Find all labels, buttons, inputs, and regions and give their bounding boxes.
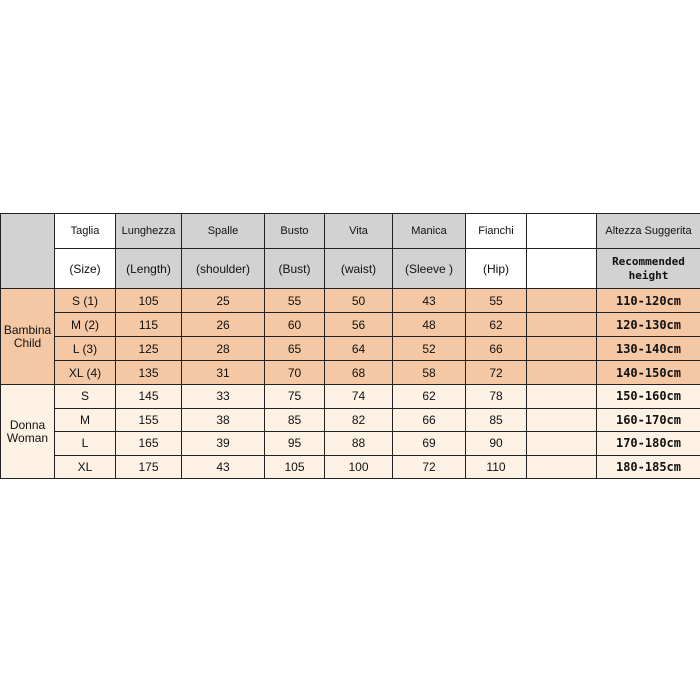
value-cell: 38 bbox=[182, 408, 265, 432]
table-row bbox=[1, 313, 700, 337]
value-cell: 60 bbox=[265, 313, 325, 337]
size-chart-table bbox=[0, 213, 700, 479]
header-cell: Recommended height bbox=[597, 249, 700, 289]
empty-cell bbox=[527, 432, 597, 456]
value-cell: 66 bbox=[393, 408, 466, 432]
value-cell: 125 bbox=[116, 337, 182, 361]
group-label-child: Bambina Child bbox=[1, 289, 55, 385]
corner-cell bbox=[1, 214, 55, 289]
value-cell: 58 bbox=[393, 361, 466, 385]
height-cell: 170-180cm bbox=[597, 432, 700, 456]
value-cell: 50 bbox=[325, 289, 393, 313]
value-cell: 85 bbox=[265, 408, 325, 432]
value-cell: 55 bbox=[265, 289, 325, 313]
value-cell: 52 bbox=[393, 337, 466, 361]
value-cell: 70 bbox=[265, 361, 325, 385]
table-row bbox=[1, 337, 700, 361]
header-cell: (Bust) bbox=[265, 249, 325, 289]
empty-cell bbox=[527, 361, 597, 385]
value-cell: 28 bbox=[182, 337, 265, 361]
value-cell: 31 bbox=[182, 361, 265, 385]
value-cell: 110 bbox=[466, 455, 527, 479]
value-cell: 68 bbox=[325, 361, 393, 385]
value-cell: 85 bbox=[466, 408, 527, 432]
value-cell: 56 bbox=[325, 313, 393, 337]
empty-cell bbox=[527, 385, 597, 409]
height-cell: 110-120cm bbox=[597, 289, 700, 313]
empty-cell bbox=[527, 408, 597, 432]
empty-cell bbox=[527, 455, 597, 479]
header-row-english bbox=[1, 249, 700, 289]
height-cell: 120-130cm bbox=[597, 313, 700, 337]
value-cell: 69 bbox=[393, 432, 466, 456]
value-cell: 62 bbox=[393, 385, 466, 409]
value-cell: 165 bbox=[116, 432, 182, 456]
header-cell: (Length) bbox=[116, 249, 182, 289]
value-cell: 78 bbox=[466, 385, 527, 409]
table-row bbox=[1, 361, 700, 385]
header-cell bbox=[527, 214, 597, 249]
header-cell: Taglia bbox=[55, 214, 116, 249]
value-cell: 90 bbox=[466, 432, 527, 456]
size-cell: L bbox=[55, 432, 116, 456]
header-cell: Busto bbox=[265, 214, 325, 249]
value-cell: 74 bbox=[325, 385, 393, 409]
height-cell: 130-140cm bbox=[597, 337, 700, 361]
header-row-italian bbox=[1, 214, 700, 249]
table-row bbox=[1, 432, 700, 456]
header-cell: (Size) bbox=[55, 249, 116, 289]
size-cell: L (3) bbox=[55, 337, 116, 361]
value-cell: 100 bbox=[325, 455, 393, 479]
header-cell: Manica bbox=[393, 214, 466, 249]
value-cell: 95 bbox=[265, 432, 325, 456]
value-cell: 105 bbox=[116, 289, 182, 313]
size-cell: XL (4) bbox=[55, 361, 116, 385]
size-cell: S bbox=[55, 385, 116, 409]
value-cell: 25 bbox=[182, 289, 265, 313]
value-cell: 145 bbox=[116, 385, 182, 409]
value-cell: 155 bbox=[116, 408, 182, 432]
header-cell: Altezza Suggerita bbox=[597, 214, 700, 249]
value-cell: 26 bbox=[182, 313, 265, 337]
value-cell: 55 bbox=[466, 289, 527, 313]
header-cell: Fianchi bbox=[466, 214, 527, 249]
header-cell: (Hip) bbox=[466, 249, 527, 289]
value-cell: 175 bbox=[116, 455, 182, 479]
empty-cell bbox=[527, 313, 597, 337]
size-cell: M (2) bbox=[55, 313, 116, 337]
value-cell: 62 bbox=[466, 313, 527, 337]
value-cell: 65 bbox=[265, 337, 325, 361]
value-cell: 115 bbox=[116, 313, 182, 337]
header-cell bbox=[527, 249, 597, 289]
header-cell: (Sleeve ) bbox=[393, 249, 466, 289]
header-cell: (waist) bbox=[325, 249, 393, 289]
height-cell: 140-150cm bbox=[597, 361, 700, 385]
size-cell: XL bbox=[55, 455, 116, 479]
value-cell: 105 bbox=[265, 455, 325, 479]
value-cell: 64 bbox=[325, 337, 393, 361]
table-row bbox=[1, 289, 700, 313]
header-cell: (shoulder) bbox=[182, 249, 265, 289]
empty-cell bbox=[527, 289, 597, 313]
value-cell: 66 bbox=[466, 337, 527, 361]
size-cell: M bbox=[55, 408, 116, 432]
group-label-woman: Donna Woman bbox=[1, 385, 55, 479]
value-cell: 75 bbox=[265, 385, 325, 409]
header-cell: Vita bbox=[325, 214, 393, 249]
table-row bbox=[1, 408, 700, 432]
value-cell: 72 bbox=[393, 455, 466, 479]
value-cell: 39 bbox=[182, 432, 265, 456]
table-row bbox=[1, 385, 700, 409]
header-cell: Lunghezza bbox=[116, 214, 182, 249]
height-cell: 180-185cm bbox=[597, 455, 700, 479]
empty-cell bbox=[527, 337, 597, 361]
value-cell: 43 bbox=[182, 455, 265, 479]
value-cell: 48 bbox=[393, 313, 466, 337]
table-row bbox=[1, 455, 700, 479]
height-cell: 150-160cm bbox=[597, 385, 700, 409]
size-cell: S (1) bbox=[55, 289, 116, 313]
header-cell: Spalle bbox=[182, 214, 265, 249]
value-cell: 135 bbox=[116, 361, 182, 385]
value-cell: 82 bbox=[325, 408, 393, 432]
value-cell: 88 bbox=[325, 432, 393, 456]
value-cell: 43 bbox=[393, 289, 466, 313]
value-cell: 72 bbox=[466, 361, 527, 385]
height-cell: 160-170cm bbox=[597, 408, 700, 432]
value-cell: 33 bbox=[182, 385, 265, 409]
